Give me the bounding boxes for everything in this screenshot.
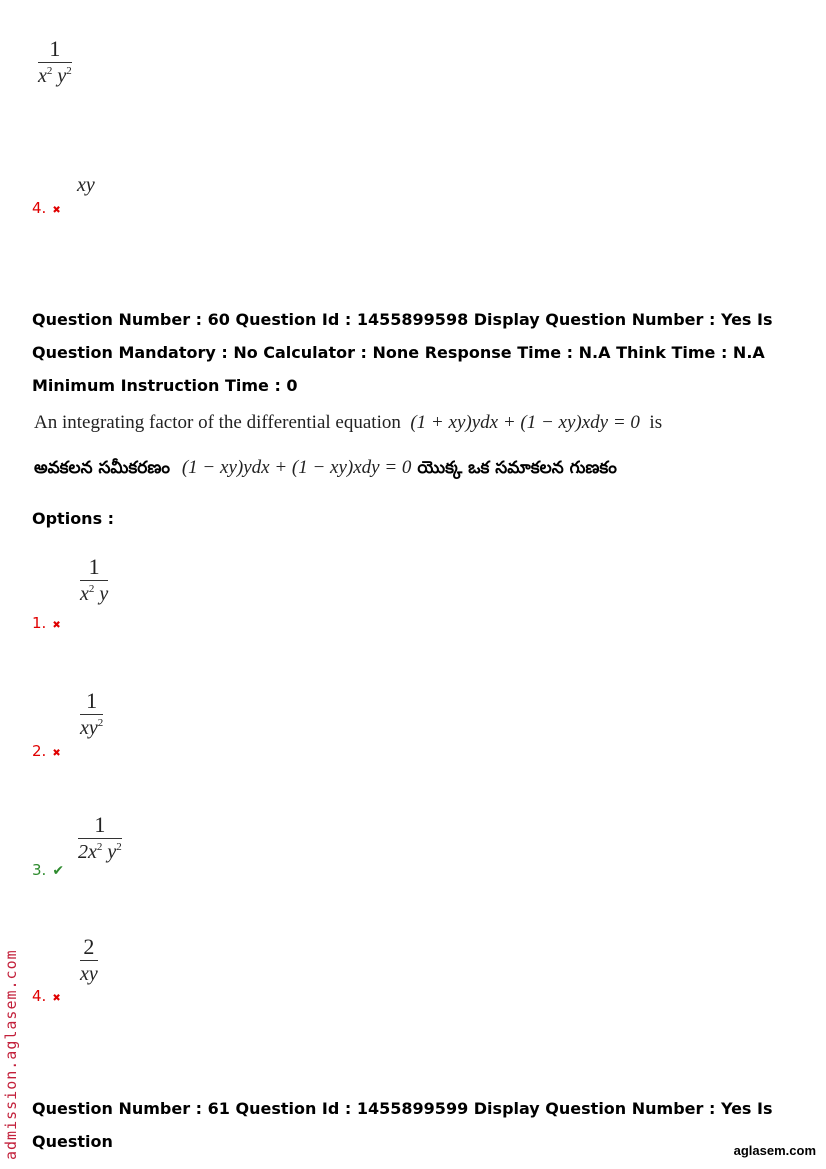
option-4-fraction: $\frac{2}{xy}$ bbox=[80, 934, 98, 985]
footer-site[interactable]: aglasem.com bbox=[733, 1143, 816, 1158]
next-question-meta: Question Number : 61 Question Id : 1455899599 Display Question Number : Yes Is Question bbox=[32, 1099, 773, 1151]
cross-icon: ✖ bbox=[52, 748, 61, 759]
fraction-numerator: 1 bbox=[49, 36, 61, 61]
option-1-fraction: $\frac{1}{x^2 y}$ bbox=[80, 554, 109, 605]
options-label: Options : bbox=[32, 509, 115, 528]
check-icon: ✔ bbox=[52, 863, 65, 879]
question-meta: Question Number : 60 Question Id : 1455899598 Display Question Number : Yes Is Question Mandatory : No Calculator : None Response Time : N.A Think Time : N.A Minimum Instruction Time : 0 bbox=[32, 310, 773, 395]
equation: (1 − xy)ydx + (1 − xy)xdy = 0 bbox=[181, 457, 412, 478]
option-2-fraction: $\frac{1}{xy^2}$ bbox=[80, 688, 104, 739]
watermark: admission.aglasem.com bbox=[2, 949, 20, 1160]
fraction-bar bbox=[38, 62, 72, 63]
option-2[interactable] bbox=[32, 741, 61, 760]
fraction-denominator: $x^2$ $y^2$ bbox=[38, 65, 72, 87]
option-number: 1. bbox=[32, 614, 47, 632]
option-number: 4. bbox=[32, 199, 47, 217]
option-number: 3. bbox=[32, 861, 47, 879]
prev-option-fraction bbox=[38, 38, 72, 87]
option-number: 2. bbox=[32, 742, 47, 760]
option-3-fraction: $\frac{1}{2x^2 y^2}$ bbox=[78, 812, 122, 863]
option-4[interactable] bbox=[32, 986, 61, 1005]
cross-icon: ✖ bbox=[52, 620, 61, 631]
cross-icon: ✖ bbox=[52, 205, 61, 216]
question-text-telugu: అవకలన సమీకరణం (1 − xy)ydx + (1 − xy)xdy = 0 యొక్క ఒక సమాకలన గుణకం bbox=[34, 457, 617, 478]
prev-option-4 bbox=[32, 198, 61, 217]
question-text-english: An integrating factor of the differential equation (1 + xy)ydx + (1 − xy)xdy = 0 is bbox=[34, 412, 663, 433]
option-1[interactable] bbox=[32, 613, 61, 632]
option-number: 4. bbox=[32, 987, 47, 1005]
prev-option-4-expr: xy bbox=[77, 174, 95, 196]
cross-icon: ✖ bbox=[52, 993, 61, 1004]
option-3[interactable] bbox=[32, 860, 64, 879]
equation: (1 + xy)ydx + (1 − xy)xdy = 0 bbox=[410, 412, 640, 433]
